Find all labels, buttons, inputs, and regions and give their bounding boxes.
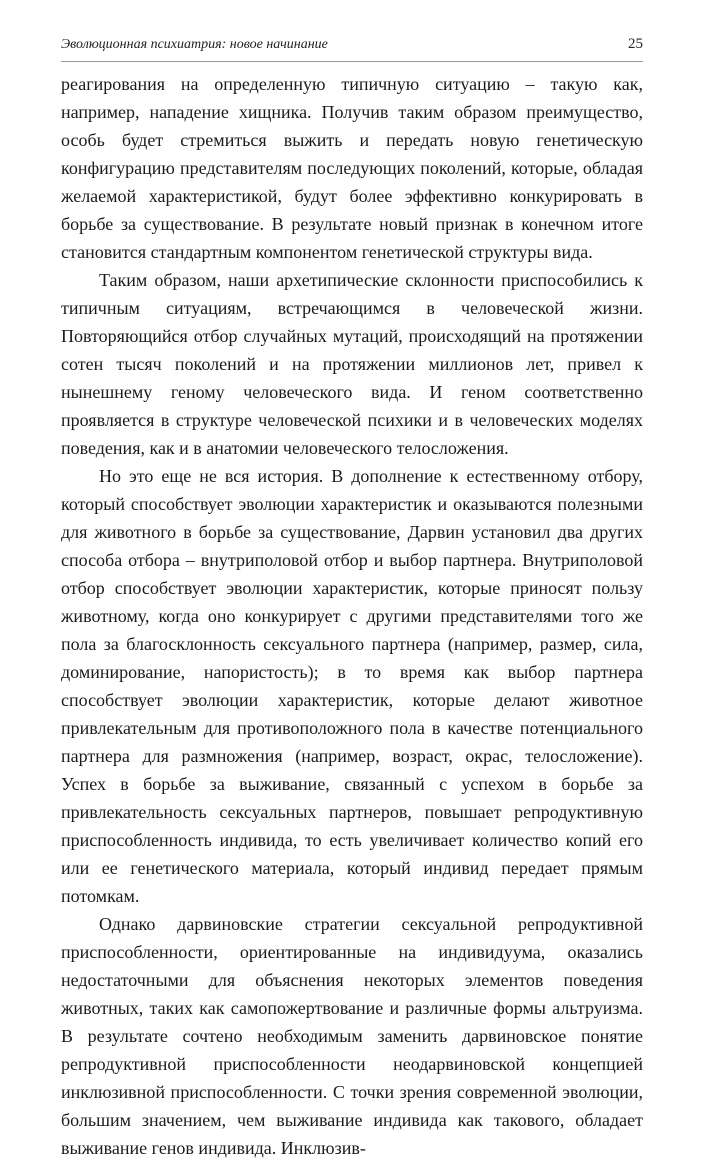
paragraph-continued: реагирования на определенную типичную ситуацию – такую как, например, нападение хищника. Получив таким образом преимущество, особь будет стремиться выжить и передать новую генетическую конфигурацию представителям последующих поколений, которые, обладая желаемой характеристикой, будут более эффективно конкурировать в борьбе за существование. В результате новый признак в конечном итоге становится стандартным компонентом генетической структуры вида. [61,74,643,262]
running-title: Эволюционная психиатрия: новое начинание [61,37,328,52]
paragraph: Но это еще не вся история. В дополнение к естественному отбору, который способствует эволюции характеристик и оказываются полезными для животного в борьбе за существование, Дарвин установил два других способа отбора – внутриполовой отбор и выбор партнера. Внутриполовой отбор способствует эволюции характеристик, которые приносят пользу животному, когда оно конкурирует с другими представителями того же пола за благосклонность сексуального партнера (например, размер, сила, доминирование, напористость); в то время как выбор партнера способствует эволюции характеристик, которые делают животное привлекательным для противоположного пола в качестве потенциального партнера для размножения (например, возраст, окрас, телосложение). Успех в борьбе за выживание, связанный с успехом в борьбе за привлекательность сексуальных партнеров, повышает репродуктивную приспособленность индивида, то есть увеличивает количество копий его или ее генетического материала, который индивид передает прямым потомкам. [61,466,643,906]
header-rule [61,61,643,62]
paragraph: Однако дарвиновские стратегии сексуальной репродуктивной приспособленности, ориентированные на индивидуума, оказались недостаточными для объяснения некоторых элементов поведения животных, таких как самопожертвование и различные формы альтруизма. В результате сочтено необходимым заменить дарвиновское понятие репродуктивной приспособленности неодарвиновской концепцией инклюзивной приспособленности. С точки зрения современной эволюции, большим значением, чем выживание индивида как такового, обладает выживание генов индивида. Инклюзив- [61,914,643,1158]
running-header [61,36,643,56]
body-text [61,70,643,1162]
paragraph: Таким образом, наши архетипические склонности приспособились к типичным ситуациям, встречающимся в человеческой жизни. Повторяющийся отбор случайных мутаций, происходящий на протяжении сотен тысяч поколений и на протяжении миллионов лет, привел к нынешнему геному человеческого вида. И геном соответственно проявляется в структуре человеческой психики и в человеческих моделях поведения, как и в анатомии человеческого телосложения. [61,270,643,458]
page-number: 25 [628,36,643,52]
